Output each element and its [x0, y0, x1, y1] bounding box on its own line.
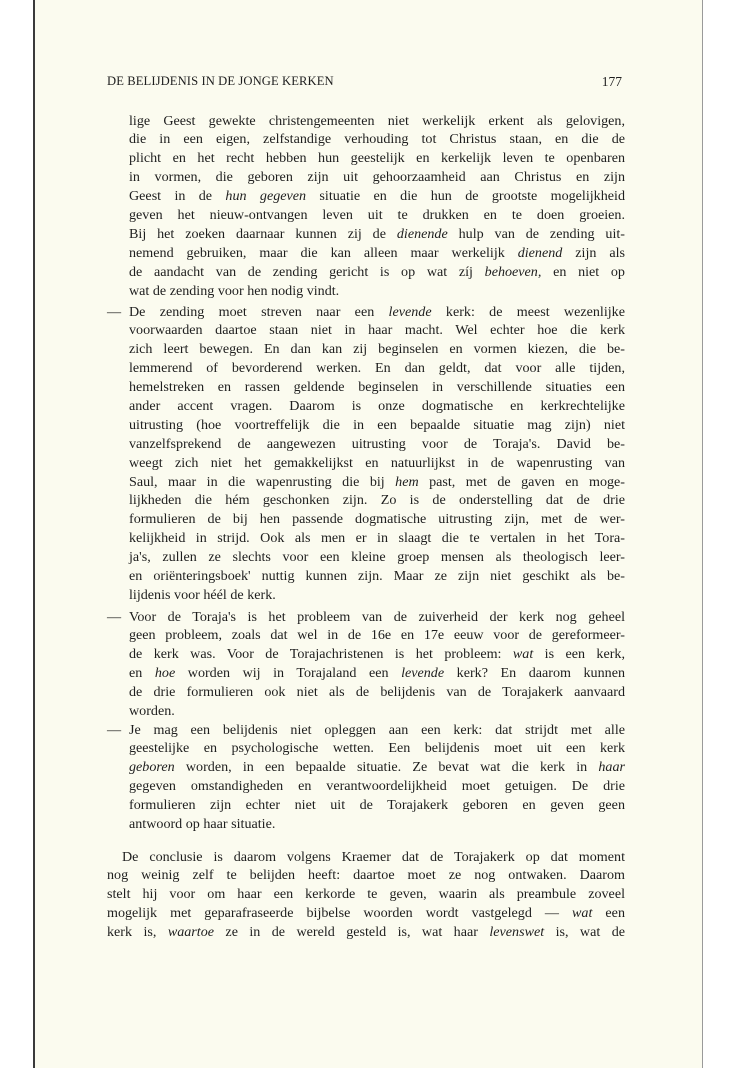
- text-run: vanzelfsprekend de aangewezen uitrusting voor de Toraja's. David be-: [129, 435, 625, 452]
- text-run: geven het nieuw-ontvangen leven uit te drukken en te doen groeien.: [129, 206, 625, 223]
- text-line: [107, 435, 625, 454]
- text-run: mogelijk met geparafraseerde bijbelse woorden wordt vastgelegd —: [107, 905, 573, 922]
- text-run: de drie formulieren ook niet als de belijdenis van de Torajakerk aanvaard: [129, 684, 625, 701]
- text-line: [107, 777, 625, 796]
- text-run: nemend gebruiken, maar die kan alleen maar werkelijk: [129, 244, 518, 261]
- text-line: [107, 758, 625, 777]
- text-run: voorwaarden daartoe staan niet in haar macht. Wel echter hoe die kerk: [129, 322, 625, 339]
- text-run: Voor de Toraja's is het probleem van de zuiverheid der kerk nog geheel: [129, 608, 625, 625]
- text-line: [107, 683, 625, 702]
- text-run: worden.: [129, 702, 175, 719]
- dash-list-item: [107, 303, 625, 605]
- text-run: en oriënteringsboek' nuttig kunnen zijn. Maar ze zijn niet geschikt als be-: [129, 567, 625, 584]
- text-line: [107, 796, 625, 815]
- italic-text: hoe: [154, 665, 176, 682]
- text-run: lige Geest gewekte christengemeenten niet werkelijk erkent als gelovigen,: [129, 112, 625, 129]
- text-line: [107, 321, 625, 340]
- em-dash-bullet: —: [107, 608, 122, 625]
- text-run: nog weinig zelf te belijden heeft: daartoe moet ze nog ontwaken. Daarom: [107, 867, 625, 884]
- text-line: [107, 416, 625, 435]
- italic-text: geboren: [129, 759, 175, 776]
- text-line: [107, 187, 625, 206]
- em-dash-bullet: —: [107, 303, 122, 320]
- text-line: [107, 112, 625, 131]
- text-run: de kerk was. Voor de Torajachristenen is het probleem:: [129, 646, 513, 663]
- text-line: [107, 130, 625, 149]
- text-line: [107, 645, 625, 664]
- text-line: [107, 529, 625, 548]
- text-run: past, met de gaven en moge-: [418, 473, 625, 490]
- text-line: [107, 303, 625, 322]
- dash-list-item: [107, 721, 625, 834]
- text-run: Geest in de: [129, 188, 226, 205]
- text-run: een: [592, 905, 625, 922]
- text-run: in vormen, die geboren zijn uit gehoorzaamheid aan Christus en zijn: [129, 169, 625, 186]
- text-run: worden wij in Torajaland een: [175, 665, 402, 682]
- text-line: [107, 866, 625, 885]
- italic-text: wat: [512, 646, 534, 663]
- italic-text: behoeven,: [484, 263, 542, 280]
- text-run: lijkheden die hém geschonken zijn. Zo is de onderstelling dat de drie: [129, 492, 625, 509]
- text-run: en niet op: [541, 263, 625, 280]
- italic-text: levende: [401, 665, 445, 682]
- text-run: die in een eigen, zelfstandige verhouding tot Christus staan, en die de: [129, 131, 625, 148]
- text-line: [107, 664, 625, 683]
- text-run: ze in de wereld gesteld is, wat haar: [214, 924, 490, 941]
- text-line: [107, 510, 625, 529]
- text-run: weegt zich niet het gemakkelijkst en natuurlijkst in de wapenrusting van: [129, 454, 625, 471]
- text-line: [107, 378, 625, 397]
- text-run: De conclusie is daarom volgens Kraemer dat de Torajakerk op dat moment: [122, 848, 625, 865]
- text-line: [107, 923, 625, 942]
- italic-text: wat: [572, 905, 593, 922]
- text-run: formulieren zijn echter niet uit de Torajakerk geboren en geven geen: [129, 797, 625, 814]
- text-run: lemmerend of bevorderend werken. En dan geldt, dat voor alle tijden,: [129, 360, 625, 377]
- text-run: kerk? En daarom kunnen: [444, 665, 625, 682]
- text-run: is, wat de: [544, 924, 625, 941]
- text-run: gegeven omstandigheden en verantwoordelijkheid moet getuigen. De drie: [129, 778, 625, 795]
- italic-text: hun gegeven: [225, 188, 307, 205]
- text-line: [107, 263, 625, 282]
- page-number: 177: [601, 74, 622, 89]
- text-run: uitrusting (hoe voortreffelijk die in een bepaalde situatie mag zijn) niet: [129, 416, 625, 433]
- paragraph: [107, 848, 625, 942]
- italic-text: dienende: [396, 225, 448, 242]
- text-line: [107, 397, 625, 416]
- text-run: hemelstreken en rassen geldende beginselen in verschillende situaties een: [129, 379, 625, 396]
- text-line: [107, 491, 625, 510]
- dash-list-item: [107, 608, 625, 721]
- running-header: DE BELIJDENIS IN DE JONGE KERKEN: [107, 74, 334, 88]
- text-line: [107, 359, 625, 378]
- text-line: [107, 206, 625, 225]
- text-line: [107, 848, 625, 867]
- text-run: geen probleem, zoals dat wel in de 16e en 17e eeuw voor de gereformeer-: [129, 627, 625, 644]
- text-line: [107, 885, 625, 904]
- text-run: kerk: de meest wezenlijke: [431, 303, 625, 320]
- italic-text: waartoe: [167, 924, 215, 941]
- text-line: [107, 721, 625, 740]
- text-run: de aandacht van de zending gericht is op wat zíj: [129, 263, 485, 280]
- text-line: [107, 608, 625, 627]
- text-run: hulp van de zending uit-: [447, 225, 625, 242]
- text-line: [107, 702, 625, 721]
- text-run: kelijkheid in strijd. Ook als men er in slaagt die te vertalen in het Tora-: [129, 530, 625, 547]
- text-run: wat de zending voor hen nodig vindt.: [129, 282, 340, 299]
- text-run: ander accent vragen. Daarom is onze dogmatische en kerkrechtelijke: [129, 397, 625, 414]
- text-run: antwoord op haar situatie.: [129, 815, 276, 832]
- text-run: Saul, maar in die wapenrusting die bij: [129, 473, 396, 490]
- text-line: [107, 815, 625, 834]
- text-line: [107, 340, 625, 359]
- text-line: [107, 626, 625, 645]
- text-line: [107, 739, 625, 758]
- italic-text: levende: [388, 303, 432, 320]
- text-run: ja's, zullen ze slechts voor een kleine groep mensen als theologisch leer-: [129, 549, 625, 566]
- text-run: plicht en het recht hebben hun geestelijk en kerkelijk leven te openbaren: [129, 150, 625, 167]
- text-run: Bij het zoeken daarnaar kunnen zij de: [129, 225, 397, 242]
- text-line: [107, 244, 625, 263]
- text-run: kerk is,: [107, 924, 168, 941]
- text-run: en: [129, 665, 155, 682]
- text-line: [107, 586, 625, 605]
- italic-text: haar: [598, 759, 625, 776]
- text-run: stelt hij voor om haar een kerkorde te geven, waarin als preambule zoveel: [107, 886, 625, 903]
- text-run: worden, in een bepaalde situatie. Ze bevat wat die kerk in: [174, 759, 599, 776]
- text-line: [107, 548, 625, 567]
- text-line: [107, 225, 625, 244]
- text-run: formulieren de bij hen passende dogmatische uitrusting zijn, met de wer-: [129, 511, 625, 528]
- text-run: zich leert bewegen. En dan kan zij beginselen en vormen kiezen, die be-: [129, 341, 625, 358]
- text-line: [107, 168, 625, 187]
- paragraph: [107, 112, 625, 301]
- text-line: [107, 904, 625, 923]
- text-line: [107, 282, 625, 301]
- text-run: is een kerk,: [533, 646, 625, 663]
- text-run: lijdenis voor héél de kerk.: [129, 586, 276, 603]
- text-run: situatie en die hun de grootste mogelijkheid: [306, 188, 625, 205]
- italic-text: dienend: [517, 244, 563, 261]
- text-line: [107, 149, 625, 168]
- text-run: Je mag een belijdenis niet opleggen aan een kerk: dat strijdt met alle: [129, 721, 625, 738]
- text-run: De zending moet streven naar een: [129, 303, 389, 320]
- em-dash-bullet: —: [107, 721, 122, 738]
- text-run: zijn als: [562, 244, 625, 261]
- text-line: [107, 473, 625, 492]
- text-run: geestelijke en psychologische wetten. Een belijdenis moet uit een kerk: [129, 740, 625, 757]
- italic-text: hem: [395, 473, 419, 490]
- italic-text: levenswet: [489, 924, 545, 941]
- text-line: [107, 567, 625, 586]
- text-line: [107, 454, 625, 473]
